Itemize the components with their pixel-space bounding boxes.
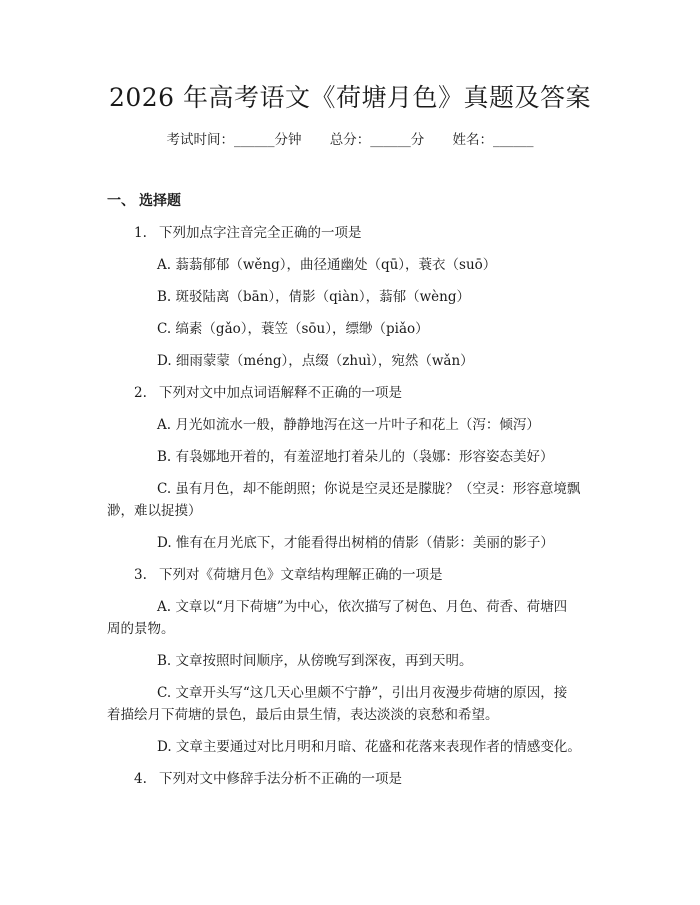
question-3-option-c: C. 文章开头写“这几天心里颇不宁静”，引出月夜漫步荷塘的原因，接 <box>157 685 568 701</box>
question-3-option-a: A. 文章以“月下荷塘”为中心，依次描写了树色、月色、荷香、荷塘四 <box>157 599 568 615</box>
question-text: 下列对文中修辞手法分析不正确的一项是 <box>159 771 402 787</box>
question-1-option-d: D. 细雨蒙蒙（méng），点缀（zhuì），宛然（wǎn） <box>157 353 474 369</box>
question-3-option-d: D. 文章主要通过对比月明和月暗、花盛和花落来表现作者的情感变化。 <box>157 739 581 755</box>
section-number: 一、 <box>107 193 135 209</box>
question-3-option-b: B. 文章按照时间顺序，从傍晚写到深夜，再到天明。 <box>157 653 473 669</box>
section-heading <box>107 189 181 213</box>
question-number: 1. <box>134 225 147 241</box>
question-2-stem <box>134 381 402 405</box>
question-1-option-c: C. 缟素（gǎo），蓑笠（sōu），缥缈（piǎo） <box>157 321 429 337</box>
question-1-stem <box>134 221 362 245</box>
question-3-stem <box>134 563 443 587</box>
exam-title: 2026 年高考语文《荷塘月色》真题及答案 <box>108 83 592 112</box>
question-text: 下列对《荷塘月色》文章结构理解正确的一项是 <box>159 567 443 583</box>
question-2-option-c-continued: 渺，难以捉摸） <box>107 503 202 519</box>
exam-meta <box>0 128 700 152</box>
name-field: 姓名：______ <box>452 132 534 148</box>
question-2-option-c: C. 虽有月色，却不能朗照；你说是空灵还是朦胧？（空灵：形容意境飘 <box>157 481 581 497</box>
question-1-option-b: B. 斑驳陆离（bān），倩影（qiàn），蓊郁（wèng） <box>157 289 470 305</box>
total-score-field: 总分：______分 <box>329 132 425 148</box>
question-text: 下列对文中加点词语解释不正确的一项是 <box>159 385 402 401</box>
question-number: 4. <box>134 771 147 787</box>
question-number: 2. <box>134 385 147 401</box>
question-number: 3. <box>134 567 147 583</box>
exam-time-field: 考试时间：______分钟 <box>166 132 302 148</box>
question-2-option-b: B. 有袅娜地开着的，有羞涩地打着朵儿的（袅娜：形容姿态美好） <box>157 449 554 465</box>
question-3-option-a-continued: 周的景物。 <box>107 621 175 637</box>
question-3-option-c-continued: 着描绘月下荷塘的景色，最后由景生情，表达淡淡的哀愁和希望。 <box>107 707 499 723</box>
question-text: 下列加点字注音完全正确的一项是 <box>159 225 362 241</box>
question-1-option-a: A. 蓊蓊郁郁（wěng），曲径通幽处（qū），蓑衣（suō） <box>157 257 497 273</box>
section-title: 选择题 <box>139 193 181 209</box>
question-2-option-a: A. 月光如流水一般，静静地泻在这一片叶子和花上（泻：倾泻） <box>157 417 540 433</box>
question-2-option-d: D. 惟有在月光底下，才能看得出树梢的倩影（倩影：美丽的影子） <box>157 535 554 551</box>
question-4-stem <box>134 767 402 791</box>
